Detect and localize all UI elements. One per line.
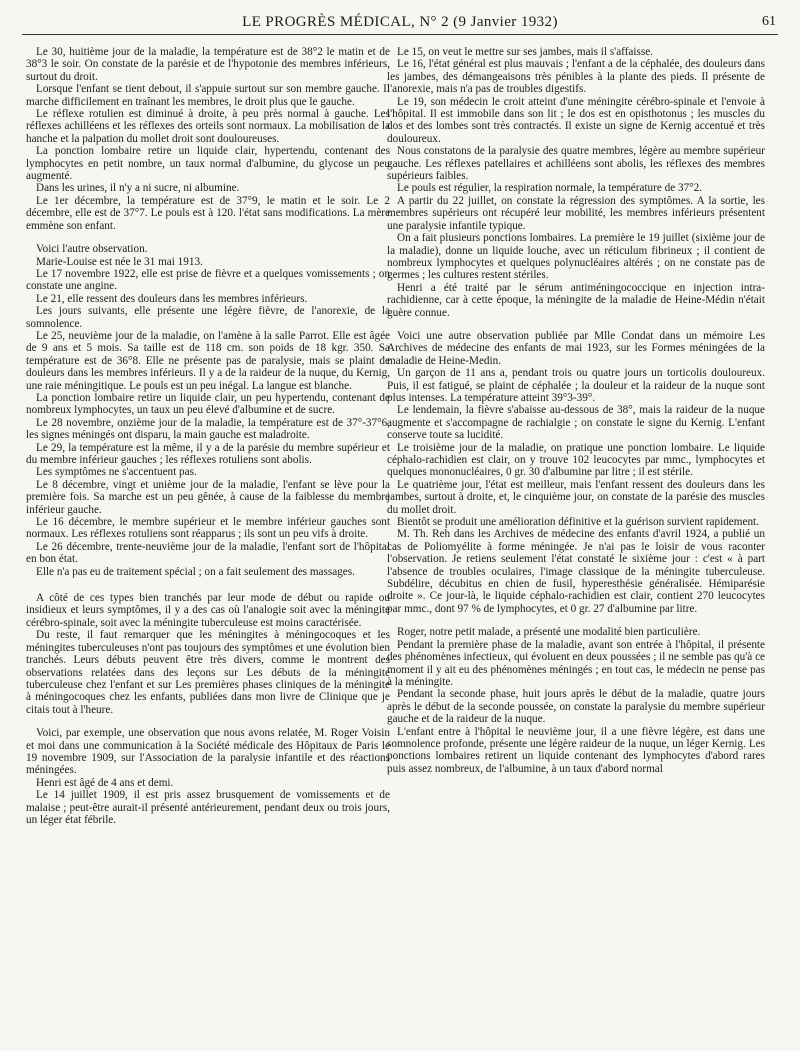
paragraph: Du reste, il faut remarquer que les méningites à méningocoques et les méningites tuberculeuses n'ont pas toujours des symptômes et une évolution bien tranchés. Leurs débuts peuvent être très divers, comme le montrent des observations relatées dans des leçons sur Les débuts de la méningite tuberculeuse chez l'enfant et sur Les premières phases cliniques de la méningite à méningocoques chez les enfants, publiées dans mon livre de Clinique que je citais tout à l'heure. xyxy=(26,629,390,716)
paragraph: Dans les urines, il n'y a ni sucre, ni albumine. xyxy=(36,182,240,195)
paragraph: Le 25, neuvième jour de la maladie, on l'amène à la salle Parrot. Elle est âgée de 9 ans et 5 mois. Sa taille est de 118 cm. son poids de 18 kgr. 350. Sa température est de 36°8. Elle ne présente pas de paralysie, mais se plaint de douleurs dans les membres inférieurs. Il y a de la raideur de la nuque, du Kernig, une raie méningitique. Le pouls est un peu inégal. La langue est blanche. xyxy=(26,329,390,392)
paragraph: Bientôt se produit une amélioration définitive et la guérison survient rapidement. xyxy=(397,516,759,529)
paragraph: Le quatrième jour, l'état est meilleur, mais l'enfant ressent des douleurs dans les jambes, surtout à droite, et, le cinquième jour, on constate de la parésie des muscles du mollet droit. xyxy=(387,478,765,516)
paragraph: A côté de ces types bien tranchés par leur mode de début ou rapide ou insidieux et leurs symptômes, il y a des cas où l'analogie soit avec la méningite cérébro-spinale, soit avec la méningite tuberculeuse est moins caractérisée. xyxy=(26,592,390,629)
page-header xyxy=(22,14,778,35)
paragraph: Le 21, elle ressent des douleurs dans les membres inférieurs. xyxy=(36,292,308,305)
paragraph: Nous constatons de la paralysie des quatre membres, légère au membre supérieur gauche. Les réflexes patellaires et achilléens sont abolis, les réflexes des membres supérieurs faibles. xyxy=(387,145,765,183)
paragraph: Le 1er décembre, la température est de 37°9, le matin et le soir. Le 2 décembre, elle est de 37°7. Le pouls est à 120. l'état sans modifications. La mère emmène son enfant. xyxy=(26,194,390,232)
paragraph: Lorsque l'enfant se tient debout, il s'appuie surtout sur son membre gauche. Il marche difficilement en traînant les membres, le droit plus que le gauche. xyxy=(26,83,390,108)
paragraph: Le pouls est régulier, la respiration normale, la température de 37°2. xyxy=(397,182,703,195)
paragraph: Le 26 décembre, trente-neuvième jour de la maladie, l'enfant sort de l'hôpital en bon état. xyxy=(26,540,390,566)
paragraph: Les symptômes ne s'accentuent pas. xyxy=(36,466,197,479)
paragraph: Le 17 novembre 1922, elle est prise de fièvre et a quelques vomissements ; on constate une angine. xyxy=(26,267,390,293)
left-column xyxy=(26,46,390,826)
paragraph: Les jours suivants, elle présente une légère fièvre, de l'anorexie, de la somnolence. xyxy=(26,305,390,330)
paragraph: Marie-Louise est née le 31 mai 1913. xyxy=(36,255,203,268)
paragraph: Le troisième jour de la maladie, on pratique une ponction lombaire. Le liquide céphalo-rachidien est clair, on y trouve 102 leucocytes par mmc., lymphocytes et quelques mononucléaires, 0 gr. 30 d'albumine par litre ; il est stérile. xyxy=(387,441,765,479)
paragraph: Pendant la première phase de la maladie, avant son entrée à l'hôpital, il présente des phénomènes infectieux, qui évoluent en deux poussées ; il ne semble pas qu'à ce moment il y ait eu des phénomènes méningés ; en tout cas, le médecin ne pense pas à la méningite. xyxy=(387,638,765,688)
paragraph: Le 29, la température est la même, il y a de la parésie du membre supérieur et du membre inférieur gauches ; les réflexes rotuliens sont abolis. xyxy=(26,441,390,466)
paragraph: La ponction lombaire retire un liquide clair, hypertendu, contenant des lymphocytes en petit nombre, un taux normal d'albumine, du glycose un peu augmenté. xyxy=(26,145,390,183)
paragraph: Le 16 décembre, le membre supérieur et le membre inférieur gauches sont normaux. Les réflexes rotuliens sont réapparus ; ils sont un peu vifs à droite. xyxy=(26,516,390,541)
paragraph: La ponction lombaire retire un liquide clair, un peu hypertendu, contenant de nombreux lymphocytes, un taux un peu élevé d'albumine et de sucre. xyxy=(26,391,390,417)
paragraph: Le lendemain, la fièvre s'abaisse au-dessous de 38°, mais la raideur de la nuque augmente et s'accompagne de rachialgie ; on constate le signe du Kernig. L'enfant conserve toute sa lucidité. xyxy=(387,404,765,442)
paragraph: Le 30, huitième jour de la maladie, la température est de 38°2 le matin et de 38°3 le soir. On constate de la parésie et de l'hypotonie des membres inférieurs, surtout du droit. xyxy=(26,46,390,83)
paragraph: On a fait plusieurs ponctions lombaires. La première le 19 juillet (sixième jour de la maladie), donne un liquide louche, avec un réticulum fibrineux ; il contient de nombreux lymphocytes et quelques polynucléaires altérés ; on ne constate pas de germes ; les cultures restent stériles. xyxy=(387,232,765,282)
page-number: 61 xyxy=(762,14,776,29)
paragraph: Voici l'autre observation. xyxy=(36,243,148,256)
paragraph: Le 16, l'état général est plus mauvais ; l'enfant a de la céphalée, des douleurs dans les jambes, des démangeaisons très pénibles à la plante des pieds. Il présente de l'anorexie, mais n'a pas de troubles digestifs. xyxy=(387,58,765,96)
paragraph: Roger, notre petit malade, a présenté une modalité bien particulière. xyxy=(397,626,701,639)
paragraph: M. Th. Reh dans les Archives de médecine des enfants d'avril 1924, a publié un cas de Poliomyélite à forme méningée. Je n'ai pas le loisir de vous raconter l'observation. Je retiens seulement l'état constaté le sixième jour : c'est « à part l'absence de troubles oculaires, l'image classique de la méningite tuberculeuse. Subdélire, décubitus en chien de fusil, hyperesthésie généralisée. Hémiparésie droite ». Ce jour-là, le liquide céphalo-rachidien est clair, contient 270 leucocytes par mmc., dont 97 % de lymphocytes, et 0 gr. 27 d'albumine par litre. xyxy=(387,528,765,615)
paragraph: L'enfant entre à l'hôpital le neuvième jour, il a une fièvre légère, est dans une somnolence profonde, présente une légère raideur de la nuque, un léger Kernig. Les ponctions lombaires retirent un liquide contenant des lymphocytes d'abord rares puis assez nombreux, de l'albumine, à un taux d'abord normal xyxy=(387,725,765,775)
paragraph: Henri est âgé de 4 ans et demi. xyxy=(36,776,174,789)
paragraph: Le réflexe rotulien est diminué à droite, à peu près normal à gauche. Les réflexes achilléens et les réflexes des orteils sont normaux. La mobilisation de la hanche et la palpation du mollet droit sont douloureuses. xyxy=(26,108,390,145)
paragraph: Le 14 juillet 1909, il est pris assez brusquement de vomissements et de malaise ; peut-être aurait-il présenté antérieurement, pendant deux ou trois jours, un léger état fébrile. xyxy=(26,789,390,826)
paragraph: Le 19, son médecin le croit atteint d'une méningite cérébro-spinale et l'envoie à l'hôpital. Il est immobile dans son lit ; le dos est en opisthotonus ; les muscles du dos et des lombes sont très contractés. Il existe un signe de Kernig accentué et très douloureux. xyxy=(387,95,765,145)
right-column xyxy=(387,46,765,775)
paragraph: Elle n'a pas eu de traitement spécial ; on a fait seulement des massages. xyxy=(36,565,355,578)
paragraph: Voici, par exemple, une observation que nous avons relatée, M. Roger Voisin et moi dans une communication à la Société médicale des Hôpitaux de Paris le 19 novembre 1909, sur l'Association de la paralysie infantile et des réactions méningées. xyxy=(26,727,390,777)
paragraph: Le 15, on veut le mettre sur ses jambes, mais il s'affaisse. xyxy=(397,46,653,58)
paragraph: Un garçon de 11 ans a, pendant trois ou quatre jours un torticolis douloureux. Puis, il est fatigué, se plaint de céphalée ; la douleur et la raideur de la nuque sont plus intenses. La température atteint 39°3-39°. xyxy=(387,367,765,404)
paragraph: Le 8 décembre, vingt et unième jour de la maladie, l'enfant se lève pour la première fois. Sa marche est un peu gênée, à cause de la faiblesse du membre inférieur gauche. xyxy=(26,478,390,516)
paragraph: Le 28 novembre, onzième jour de la maladie, la température est de 37°-37°6, les signes méningés ont disparu, la main gauche est maladroite. xyxy=(26,416,390,442)
running-title: LE PROGRÈS MÉDICAL, N° 2 (9 Janvier 1932) xyxy=(242,14,558,30)
paragraph: Henri a été traité par le sérum antiméningococcique en injection intra-rachidienne, car à cette époque, la méningite de la maladie de Heine-Médin n'était guère connue. xyxy=(387,281,765,319)
paragraph: A partir du 22 juillet, on constate la régression des symptômes. A la sortie, les membres supérieurs ont récupéré leur mobilité, les membres inférieurs présentent une paralysie infantile typique. xyxy=(387,194,765,232)
paragraph: Voici une autre observation publiée par Mlle Condat dans un mémoire Les Archives de médecine des enfants de mai 1923, sur les Formes méningées de la maladie de Heine-Medin. xyxy=(387,329,765,367)
paragraph: Pendant la seconde phase, huit jours après le début de la maladie, quatre jours après le début de la seconde poussée, on constate la paralysie du membre supérieur gauche et de la raideur de la nuque. xyxy=(387,688,765,726)
